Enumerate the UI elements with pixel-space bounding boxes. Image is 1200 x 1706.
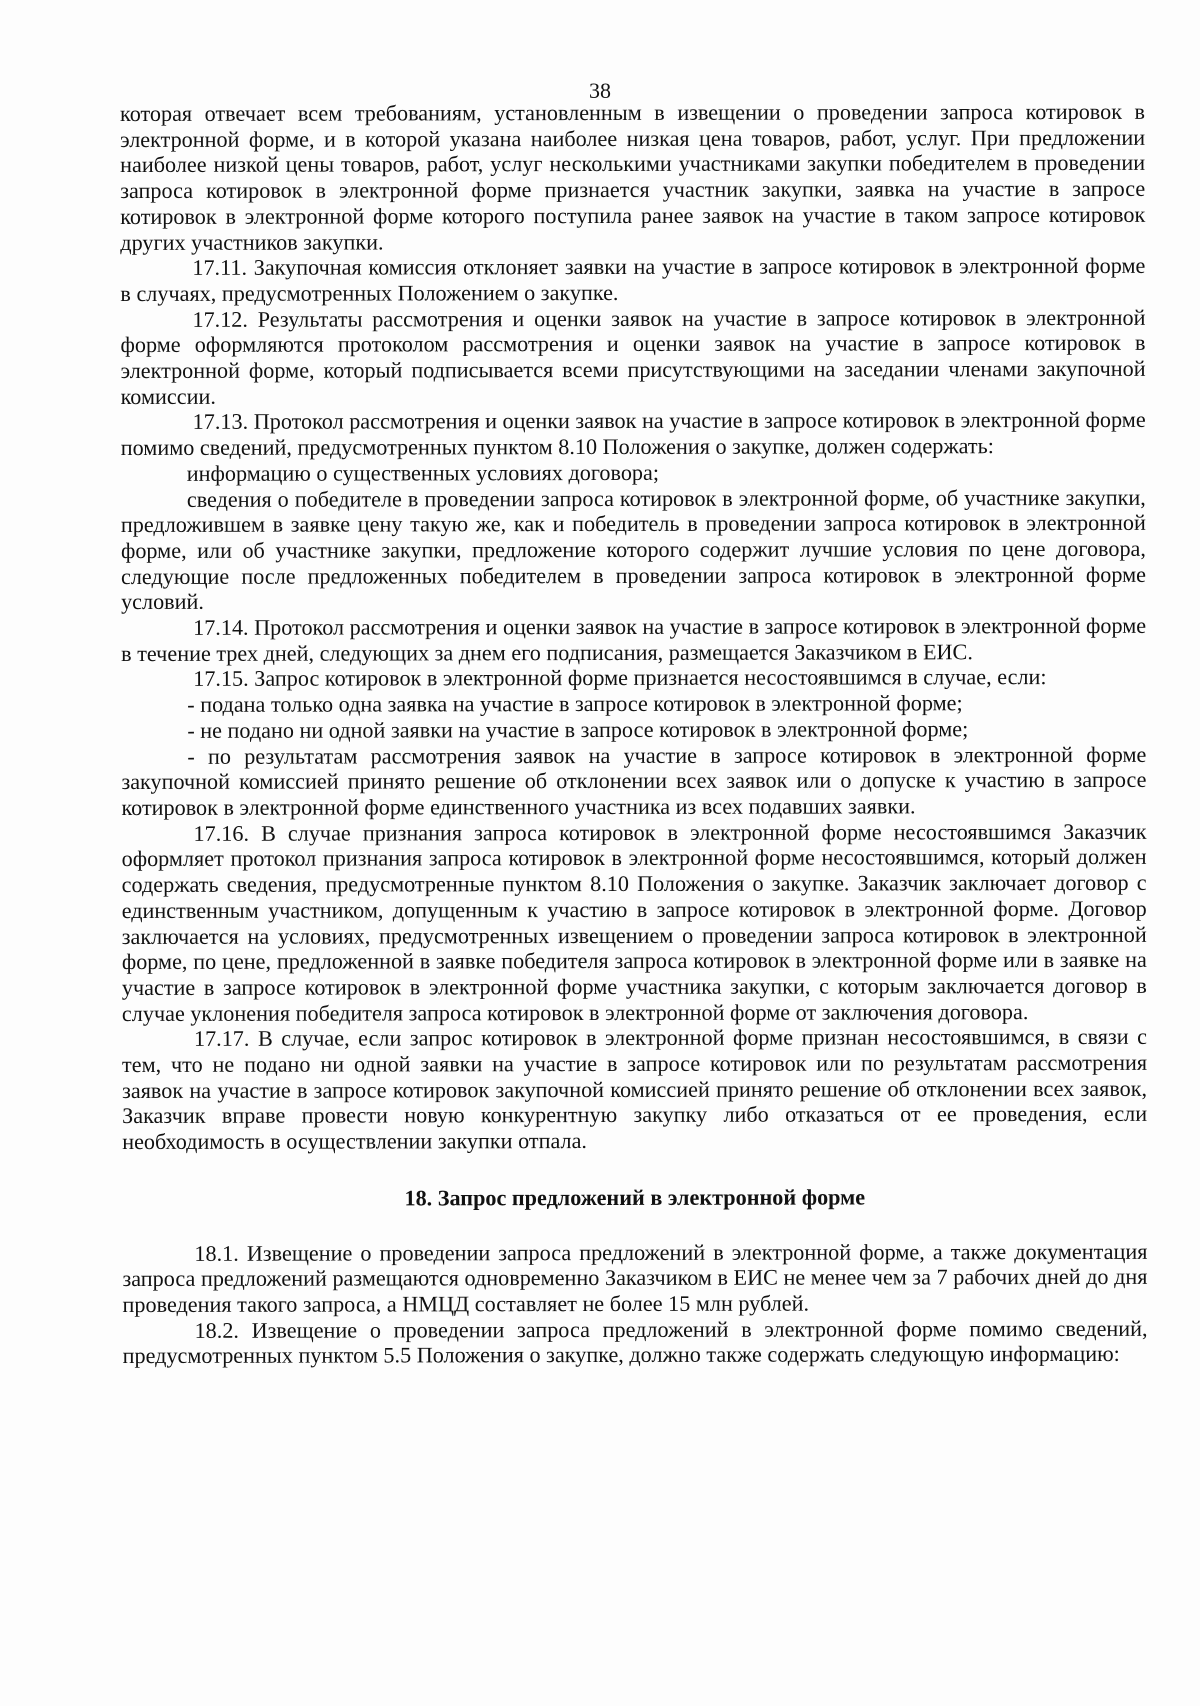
- paragraph-17-11: 17.11. Закупочная комиссия отклоняет заявки на участие в запросе котировок в электронной форме в случаях, предусмотренных Положением о закупке.: [120, 253, 1146, 306]
- list-item-no-applications: - не подано ни одной заявки на участие в запросе котировок в электронной форме;: [187, 716, 969, 743]
- list-item-winner-info: сведения о победителе в проведении запроса котировок в электронной форме, об участнике закупки, предложившем в заявке цену такую же, как и победитель в проведении запроса котировок в электронной форме, или об участнике закупки, предложение которого содержит лучшие условия по цене договора, следующие после предложенных победителем в проведении запроса котировок в электронной форме условий.: [120, 484, 1147, 615]
- paragraph-17-16: 17.16. В случае признания запроса котировок в электронной форме несостоявшимся Заказчик оформляет протокол признания запроса котировок в электронной форме несостоявшимся, который должен содержать сведения, предусмотренные пунктом 8.10 Положения о закупке. Заказчик заключает договор с единственным участником, допущенным к участию в запросе котировок в электронной форме. Договор заключается на условиях, предусмотренных извещением о проведении запроса котировок в электронной форме, по цене, предложенной в заявке победителя запроса котировок в электронной форме или в заявке на участие в запросе котировок в электронной форме участника закупки, с которым заключается договор в случае уклонения победителя запроса котировок в электронной форме от заключения договора.: [121, 818, 1147, 1026]
- paragraph-continuation: которая отвечает всем требованиям, установленным в извещении о проведении запроса котировок в электронной форме, и в которой указана наиболее низкая цена товаров, работ, услуг. При предложении наиболее низкой цены товаров, работ, услуг несколькими участниками закупки победителем в проведении запроса котировок в электронной форме признается участник закупки, заявка на участие в запросе котировок в электронной форме которого поступила ранее заявок на участие в таком запросе котировок других участников закупки.: [120, 98, 1146, 255]
- section-heading: 18. Запрос предложений в электронной форме: [404, 1184, 866, 1211]
- list-item-conditions: информацию о существенных условиях договора;: [186, 459, 660, 486]
- paragraph-18-2: 18.2. Извещение о проведении запроса предложений в электронной форме помимо сведений, предусмотренных пунктом 5.5 Положения о закупке, должно также содержать следующую информацию:: [122, 1315, 1148, 1369]
- paragraph-17-13: 17.13. Протокол рассмотрения и оценки заявок на участие в запросе котировок в электронной форме помимо сведений, предусмотренных пунктом 8.10 Положения о закупке, должен содержать:: [120, 407, 1146, 461]
- page-number: 38: [589, 78, 611, 103]
- list-item-rejection: - по результатам рассмотрения заявок на участие в запросе котировок в электронной форме закупочной комиссией принято решение об отклонении всех заявок или о допуске к участию в запросе котировок в электронной форме единственного участника из всех подавших заявки.: [121, 741, 1147, 820]
- paragraph-17-12: 17.12. Результаты рассмотрения и оценки заявок на участие в запросе котировок в электронной форме оформляются протоколом рассмотрения и оценки заявок на участие в запросе котировок в электронной форме, который подписывается всеми присутствующими на заседании членами закупочной комиссии.: [120, 304, 1146, 409]
- paragraph-17-14: 17.14. Протокол рассмотрения и оценки заявок на участие в запросе котировок в электронной форме в течение трех дней, следующих за днем его подписания, размещается Заказчиком в ЕИС.: [121, 612, 1147, 666]
- document-body: [120, 99, 1148, 1369]
- paragraph-18-1: 18.1. Извещение о проведении запроса предложений в электронной форме, а также документация запроса предложений размещаются одновременно Заказчиком в ЕИС не менее чем за 7 рабочих дней до дня проведения такого запроса, а НМЦД составляет не более 15 млн рублей.: [122, 1238, 1148, 1317]
- paragraph-17-17: 17.17. В случае, если запрос котировок в электронной форме признан несостоявшимся, в связи с тем, что не подано ни одной заявки на участие в запросе котировок или по результатам рассмотрения заявок на участие в запросе котировок закупочной комиссией принято решение об отклонении всех заявок, Заказчик вправе провести новую конкурентную закупку либо отказаться от ее проведения, если необходимость в осуществлении закупки отпала.: [121, 1024, 1148, 1155]
- list-item-one-application: - подана только одна заявка на участие в запросе котировок в электронной форме;: [187, 690, 963, 718]
- paragraph-17-15: 17.15. Запрос котировок в электронной форме признается несостоявшимся в случае, если:: [193, 664, 1047, 692]
